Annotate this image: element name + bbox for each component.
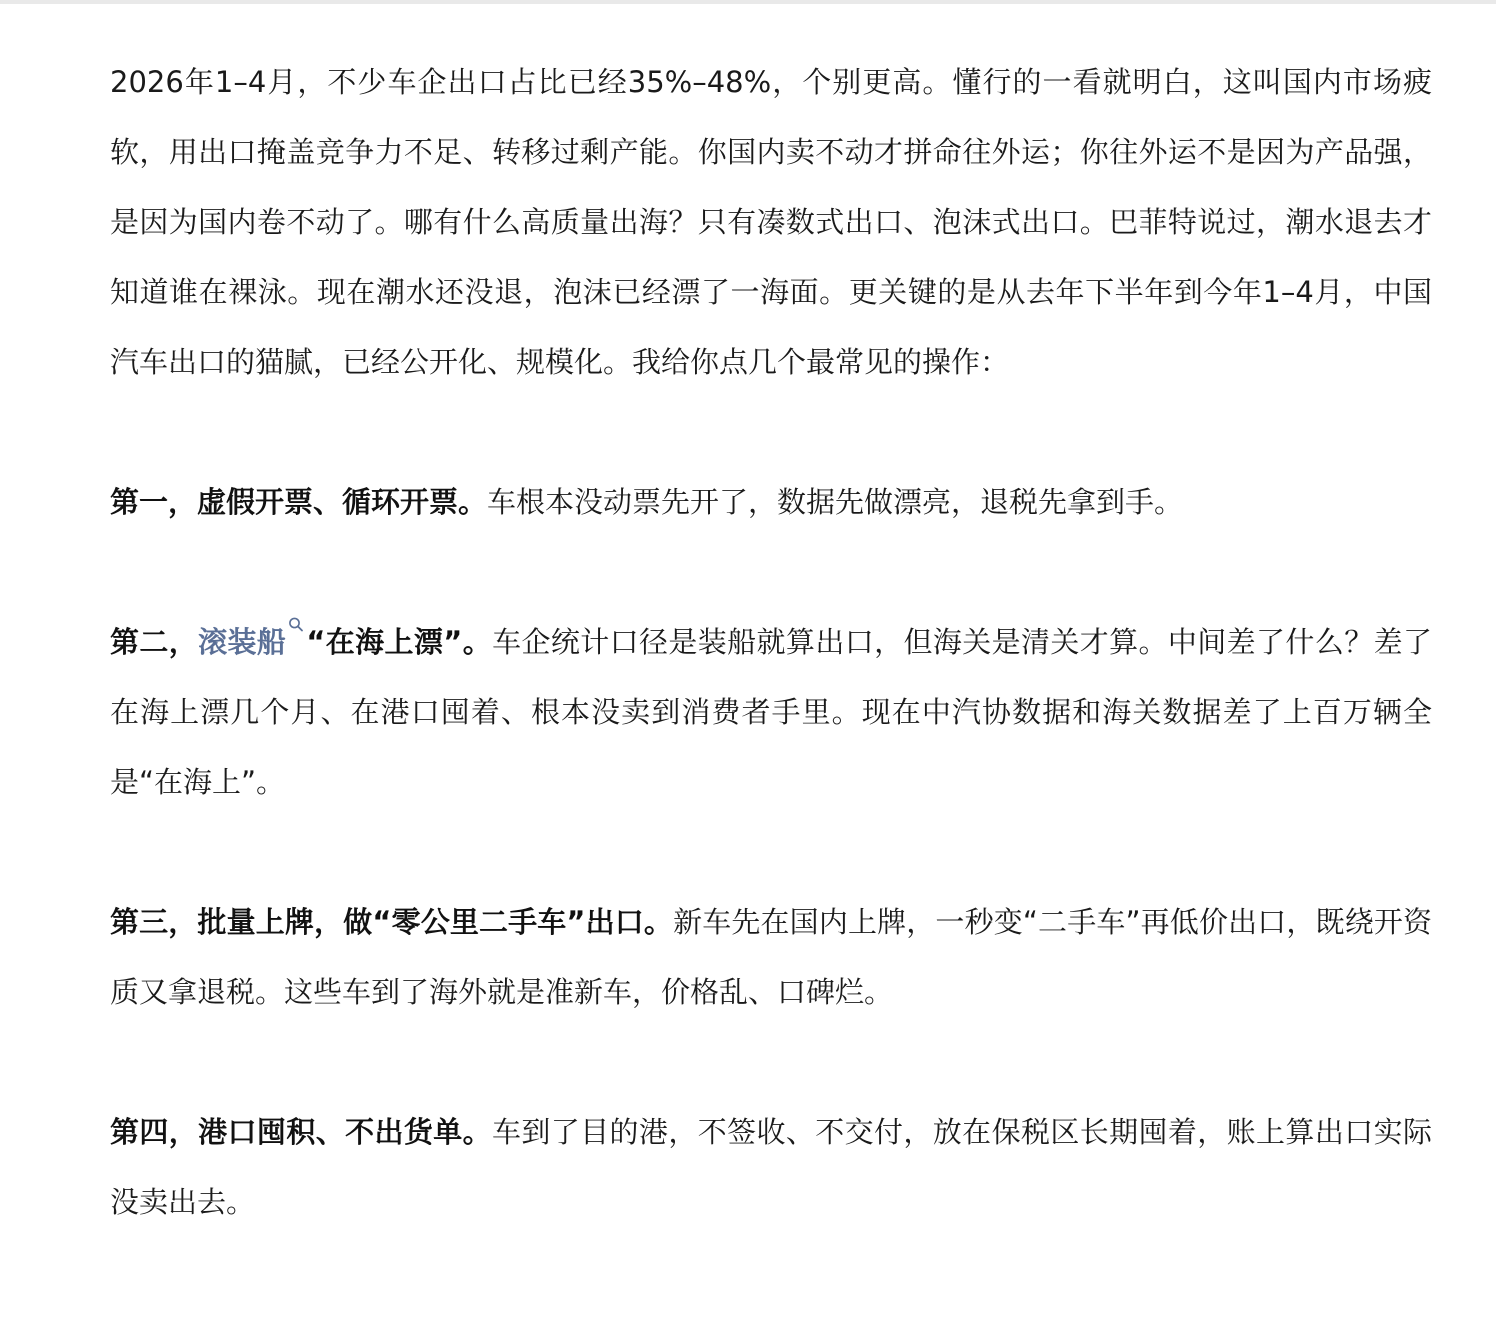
point-one-body: 车根本没动票先开了，数据先做漂亮，退税先拿到手。 (487, 485, 1184, 519)
point-two-heading-prefix: 第二， (110, 625, 199, 659)
paragraph-spacer (110, 397, 1432, 467)
point-one-heading: 第一，虚假开票、循环开票。 (110, 485, 488, 519)
point-two-paragraph (110, 607, 1432, 817)
ro-ro-ship-topic-link[interactable]: 滚装船 (198, 625, 287, 659)
intro-paragraph: 2026年1–4月，不少车企出口占比已经35%–48%，个别更高。懂行的一看就明白，这叫国内市场疲软，用出口掩盖竞争力不足、转移过剩产能。你国内卖不动才拼命往外运；你往外运不是因为产品强，是因为国内卷不动了。哪有什么高质量出海？只有凑数式出口、泡沫式出口。巴菲特说过，潮水退去才知道谁在裸泳。现在潮水还没退，泡沫已经漂了一海面。更关键的是从去年下半年到今年1–4月，中国汽车出口的猫腻，已经公开化、规模化。我给你点几个最常见的操作： (110, 65, 1432, 379)
watermark (1264, 1290, 1484, 1330)
point-two-body: 车企统计口径是装船就算出口，但海关是清关才算。中间差了什么？差了在海上漂几个月、在港口囤着、根本没卖到消费者手里。现在中汽协数据和海关数据差了上百万辆全是“在海上”。 (110, 625, 1432, 799)
point-two-heading-suffix: “在海上漂”。 (306, 625, 493, 659)
paragraph-spacer (110, 817, 1432, 887)
point-three-paragraph (110, 887, 1432, 1027)
paragraph-spacer (110, 537, 1432, 607)
top-divider (0, 0, 1496, 4)
point-one-paragraph (110, 467, 1432, 537)
point-three-heading: 第三，批量上牌，做“零公里二手车”出口。 (110, 905, 674, 939)
search-icon[interactable] (288, 616, 304, 636)
paragraph-spacer (110, 1027, 1432, 1097)
point-four-paragraph (110, 1097, 1432, 1237)
article-body (110, 47, 1432, 1237)
point-four-heading: 第四，港口囤积、不出货单。 (110, 1115, 493, 1149)
point-four-body: 车到了目的港，不签收、不交付，放在保税区长期囤着，账上算出口实际没卖出去。 (110, 1115, 1432, 1219)
point-three-body: 新车先在国内上牌，一秒变“二手车”再低价出口，既绕开资质又拿退税。这些车到了海外就是准新车，价格乱、口碑烂。 (110, 905, 1432, 1009)
